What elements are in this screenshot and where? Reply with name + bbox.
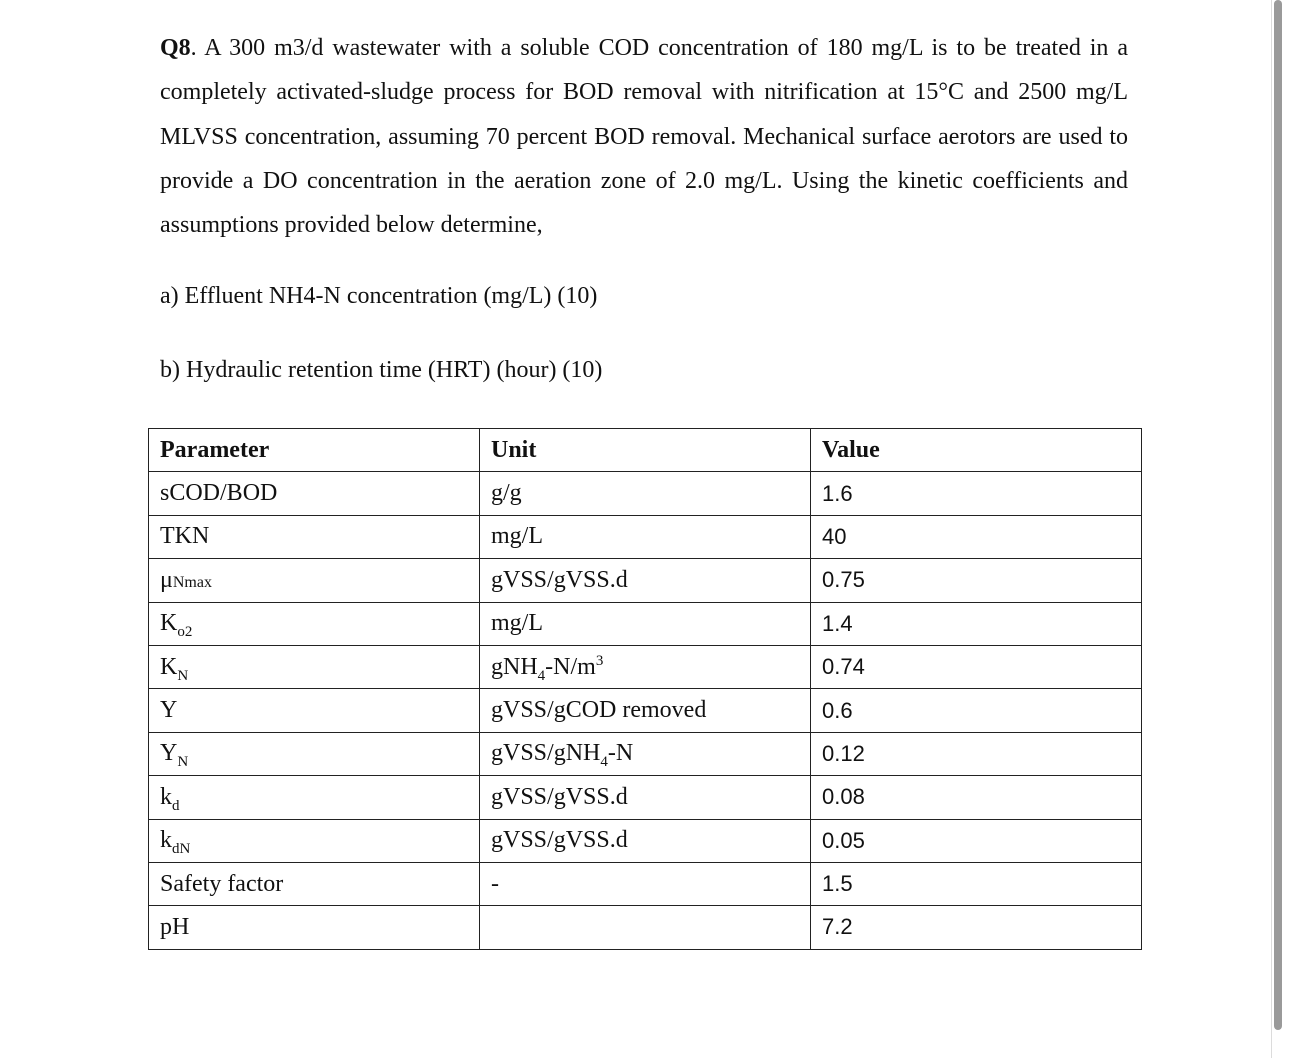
value-cell: 1.6 [811, 472, 1142, 515]
unit-superscript: 3 [595, 652, 604, 669]
unit-part: gNH [491, 653, 538, 680]
header-value: Value [811, 429, 1142, 472]
value-cell: 1.4 [811, 602, 1142, 645]
question-body: . A 300 m3/d wastewater with a soluble COD concentration of 180 mg/L is to be treated in a completely activated-sludge process for BOD removal with nitrification at 15°C and 2500 mg/L MLVSS concentration, assuming 70 percent BOD removal. Mechanical surface aerotors are used to provide a DO concentration in the aeration zone of 2.0 mg/L. Using the kinetic coefficients and assumptions provided below determine, [160, 35, 1128, 239]
value-cell: 0.12 [811, 732, 1142, 775]
table-row [149, 602, 1142, 645]
param-cell: Y [149, 689, 480, 732]
param-subscript: N [177, 667, 189, 684]
table-row [149, 645, 1142, 688]
unit-subscript: 4 [537, 667, 546, 684]
unit-cell: gVSS/gVSS.d [480, 776, 811, 819]
unit-cell [480, 732, 811, 775]
table-row [149, 906, 1142, 949]
unit-subscript: 4 [600, 754, 608, 771]
param-main: Y [160, 740, 178, 767]
table-row [149, 819, 1142, 862]
param-subscript: o2 [177, 624, 193, 641]
value-cell: 0.05 [811, 819, 1142, 862]
value-cell: 0.75 [811, 559, 1142, 602]
value-cell: 0.6 [811, 689, 1142, 732]
unit-cell: gVSS/gVSS.d [480, 819, 811, 862]
param-main: k [160, 827, 172, 854]
param-main: K [160, 610, 178, 637]
part-a: a) Effluent NH4-N concentration (mg/L) (10) [160, 283, 598, 309]
param-cell [149, 819, 480, 862]
param-cell: pH [149, 906, 480, 949]
unit-part: gVSS/gNH [491, 740, 601, 767]
param-cell [149, 732, 480, 775]
param-cell [149, 559, 480, 602]
unit-part: -N/m [545, 653, 596, 680]
param-main: K [160, 653, 178, 680]
scrollbar-thumb[interactable] [1274, 0, 1282, 1030]
unit-cell: mg/L [480, 602, 811, 645]
unit-cell: gVSS/gVSS.d [480, 559, 811, 602]
param-cell: Safety factor [149, 862, 480, 905]
header-unit: Unit [480, 429, 811, 472]
param-cell [149, 645, 480, 688]
table-row [149, 776, 1142, 819]
unit-cell: - [480, 862, 811, 905]
table-row [149, 862, 1142, 905]
table-row [149, 559, 1142, 602]
param-cell: sCOD/BOD [149, 472, 480, 515]
value-cell: 0.08 [811, 776, 1142, 819]
param-subscript: Nmax [172, 573, 212, 591]
vertical-scrollbar[interactable] [1271, 0, 1290, 1058]
table-header-row [149, 429, 1142, 472]
unit-cell [480, 906, 811, 949]
part-b: b) Hydraulic retention time (HRT) (hour) (10) [160, 357, 603, 383]
table-row [149, 732, 1142, 775]
unit-cell [480, 645, 811, 688]
unit-cell: mg/L [480, 515, 811, 558]
param-subscript: dN [172, 841, 191, 857]
question-number: Q8 [160, 35, 191, 61]
table-row [149, 689, 1142, 732]
param-cell: TKN [149, 515, 480, 558]
value-cell: 0.74 [811, 645, 1142, 688]
value-cell: 40 [811, 515, 1142, 558]
question-text [160, 26, 1128, 247]
header-parameter: Parameter [149, 429, 480, 472]
unit-part: -N [607, 740, 634, 767]
value-cell: 1.5 [811, 862, 1142, 905]
param-main: k [160, 783, 172, 810]
value-cell: 7.2 [811, 906, 1142, 949]
table-row [149, 472, 1142, 515]
param-cell [149, 776, 480, 819]
kinetic-coefficients-table [148, 428, 1142, 950]
unit-cell: gVSS/gCOD removed [480, 689, 811, 732]
param-main: μ [160, 566, 173, 593]
param-subscript: N [177, 754, 189, 771]
param-cell [149, 602, 480, 645]
unit-cell: g/g [480, 472, 811, 515]
param-subscript: d [172, 797, 180, 814]
table-row [149, 515, 1142, 558]
